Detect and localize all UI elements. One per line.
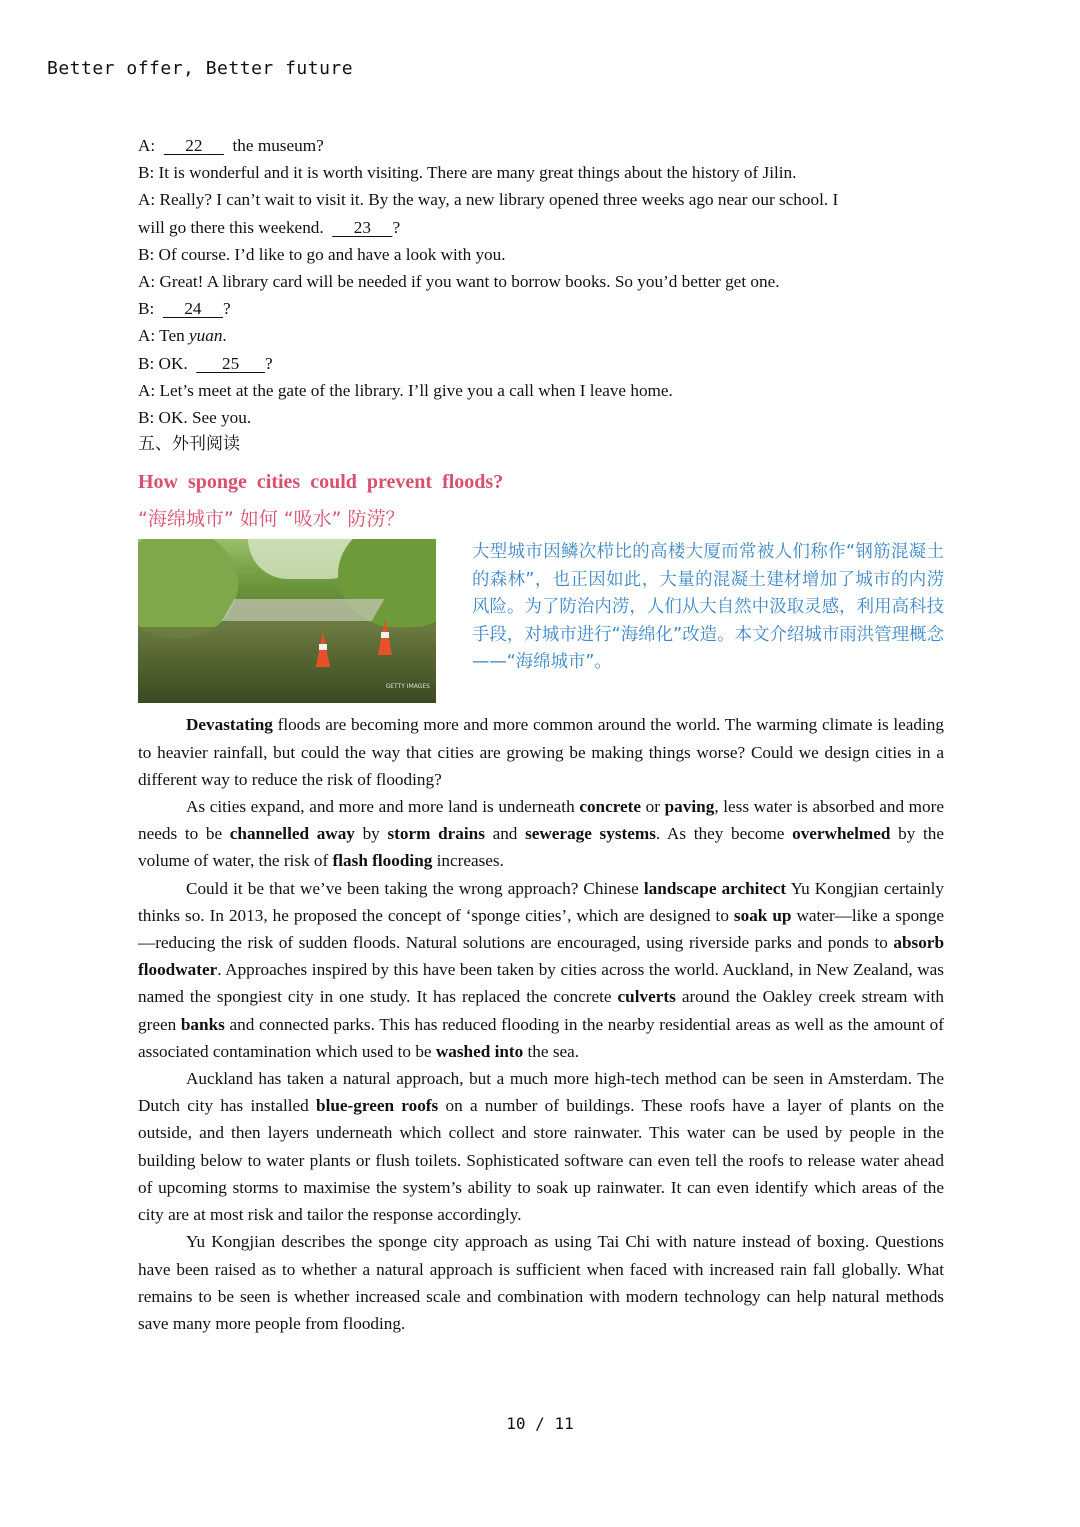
line-text: ?	[265, 353, 273, 373]
paragraph-2	[138, 793, 944, 875]
line-text: will go there this weekend.	[138, 217, 333, 237]
keyword: storm drains	[387, 824, 485, 844]
blank-25: 25	[222, 353, 240, 373]
keyword: washed into	[435, 1041, 524, 1061]
keyword: culverts	[617, 987, 676, 1007]
dialogue-line-5: B: Of course. I’d like to go and have a look with you.	[138, 244, 506, 264]
article-title-cn: “海绵城市” 如何 “吸水” 防涝？	[138, 508, 405, 531]
para-text: Yu Kongjian certainly thinks so. In 2013, he proposed the concept of ‘sponge cities’, which are designed to	[138, 878, 944, 925]
blank-24: 24	[184, 299, 202, 319]
dialogue-line-9	[138, 350, 944, 377]
line-text: A: Ten	[138, 326, 189, 346]
page-number: 10 / 11	[506, 1414, 574, 1433]
para-text: water—like a sponge—reducing the risk of sudden floods. Natural solutions are encouraged, using riverside parks and ponds to	[138, 905, 944, 953]
keyword: channelled away	[229, 824, 355, 844]
intro-cn: 大型城市因鳞次栉比的高楼大厦而常被人们称作“钢筋混凝土的森林”，也正因如此，大量的混凝土建材增加了城市的内涝风险。为了防治内涝，人们从大自然中汲取灵感，利用高科技手段，对城市进行“海绵化”改造。本文介绍城市雨洪管理概念——“海绵城市”。	[472, 542, 944, 673]
section-title: 五、外刊阅读	[138, 434, 240, 455]
dialogue-line-1	[138, 132, 944, 159]
dialogue-line-3: A: Really? I can’t wait to visit it. By the way, a new library opened three weeks ago near our school. I	[138, 190, 839, 210]
line-text: ?	[392, 217, 401, 237]
para-text: by the volume of water, the risk of	[138, 824, 944, 871]
photo-credit: GETTY IMAGES	[385, 683, 430, 691]
line-text: A:	[138, 136, 164, 155]
para-text: and	[484, 824, 526, 844]
keyword: flash flooding	[332, 851, 433, 871]
dialogue-line-2: B: It is wonderful and it is worth visiting. There are many great things about the history of Jilin.	[138, 163, 797, 183]
article-title-en: How sponge cities could prevent floods?	[138, 471, 504, 494]
keyword: soak up	[733, 905, 792, 925]
keyword: overwhelmed	[792, 824, 891, 844]
line-text: B:	[138, 299, 163, 319]
keyword: Devastating	[186, 715, 273, 735]
traffic-cone-icon	[378, 619, 392, 655]
traffic-cone-icon	[316, 631, 330, 667]
paragraph-3	[138, 875, 944, 1065]
para-text: and connected parks. This has reduced flooding in the nearby residential areas as well as the amount of associated contamination which used to be	[138, 1014, 945, 1061]
para-text: on a number of buildings. These roofs have a layer of plants on the outside, and then layers underneath which collect and store rainwater. This water can be used by people in the building below to water plants or flush toilets. Sophisticated software can even tell the roofs to release water ahead of upcoming storms to maximise the system’s ability to soak up rainwater. It can even identify which areas of the city are at most risk and tailor the response accordingly.	[138, 1096, 944, 1225]
blank-23: 23	[353, 217, 371, 237]
paragraph-1	[138, 711, 944, 793]
para-text: or	[641, 797, 665, 817]
keyword: paving	[664, 797, 715, 817]
page-header: Better offer, Better future	[47, 58, 354, 79]
line-text: B: OK.	[138, 353, 197, 373]
line-text: the museum?	[223, 136, 324, 155]
para-text: around the Oakley creek stream with green	[138, 987, 944, 1034]
dialogue-line-6: A: Great! A library card will be needed if you want to borrow books. So you’d better get one.	[138, 272, 780, 292]
line-text: .	[222, 326, 227, 346]
flood-photo	[138, 539, 436, 703]
page-content	[138, 132, 944, 1337]
paragraph-5: Yu Kongjian describes the sponge city approach as using Tai Chi with nature instead of boxing. Questions have been raised as to whether a natural approach is sufficient when faced with increased rain fall globally. What remains to be seen is whether increased scale and combination with modern technology can help natural methods save many more people from flooding.	[138, 1232, 944, 1333]
dialogue-line-4	[138, 214, 944, 241]
keyword: banks	[180, 1014, 225, 1034]
para-text: . As they become	[655, 824, 793, 844]
dialogue-line-7	[138, 295, 944, 322]
para-text: Could it be that we’ve been taking the wrong approach? Chinese	[186, 878, 644, 898]
keyword: concrete	[579, 797, 642, 817]
dialogue-line-10: A: Let’s meet at the gate of the library. I’ll give you a call when I leave home.	[138, 380, 673, 400]
para-text: As cities expand, and more and more land is underneath	[186, 797, 580, 817]
para-text: by	[354, 824, 388, 844]
para-text: increases.	[432, 851, 504, 871]
dialogue-line-8	[138, 322, 944, 349]
keyword: blue-green roofs	[316, 1096, 439, 1116]
italic-word: yuan	[189, 326, 223, 346]
para-text: floods are becoming more and more common around the world. The warming climate is leading to heavier rainfall, but could the way that cities are growing be making things worse? Could we design cities in a different way to reduce the risk of flooding?	[138, 715, 944, 789]
photo-tree	[138, 539, 238, 639]
line-text: ?	[223, 299, 231, 319]
blank-22: 22	[185, 136, 203, 155]
intro-row	[138, 539, 944, 704]
para-text: Auckland has taken a natural approach, but a much more high-tech method can be seen in Amsterdam. The Dutch city has installed	[138, 1069, 944, 1116]
keyword: absorb floodwater	[138, 933, 944, 980]
keyword: landscape architect	[643, 878, 787, 898]
photo-path	[222, 599, 385, 621]
para-text: the sea.	[523, 1041, 580, 1061]
paragraph-4	[138, 1065, 944, 1228]
para-text: . Approaches inspired by this have been taken by cities across the world. Auckland, in New Zealand, was named the spongiest city in one study. It has replaced the concrete	[138, 960, 944, 1007]
dialogue-line-11: B: OK. See you.	[138, 408, 252, 428]
keyword: sewerage systems	[525, 824, 656, 844]
para-text: , less water is absorbed and more needs to be	[138, 797, 944, 844]
